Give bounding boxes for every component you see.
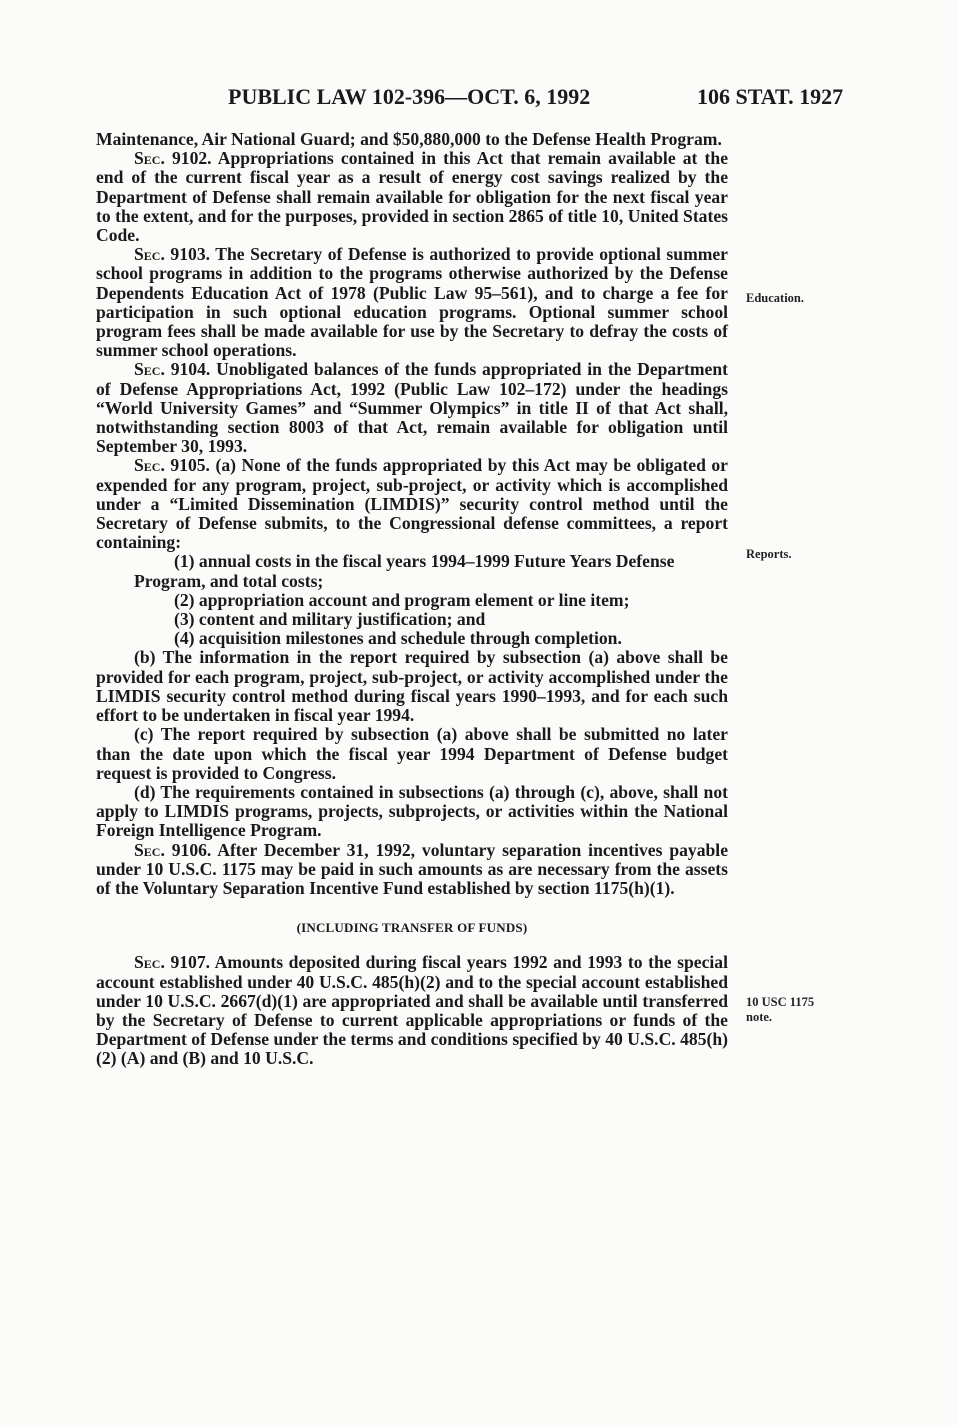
section-label: Sec. 9105. [134,455,210,476]
transfer-of-funds-heading: (INCLUDING TRANSFER OF FUNDS) [296,920,528,936]
section-9105 [96,456,728,552]
body-text-column [96,130,728,1069]
subsection-b: (b) The information in the report required by subsection (a) above shall be provided for each program, project, sub-project, or activity accomplished under the LIMDIS security control method during fiscal years 1990–1993, and for each such effort to be undertaken in fiscal year 1994. [96,647,728,726]
list-item-1: (1) annual costs in the fiscal years 1994–1999 Future Years Defense Program, and total costs; [134,551,675,591]
section-text: Unobligated balances of the funds appropriated in the Department of Defense Appropriations Act, 1992 (Public Law 102–172) under the headings “World University Games” and “Summer Olympics” in title II of that Act shall, notwithstanding section 8003 of that Act, remain available for obligation until September 30, 1993. [96,359,728,457]
subsection-d: (d) The requirements contained in subsections (a) through (c), above, shall not apply to LIMDIS programs, projects, subprojects, or activities within the National Foreign Intelligence Program. [96,781,728,841]
running-header-title: PUBLIC LAW 102-396—OCT. 6, 1992 [228,84,591,109]
section-label: Sec. 9106. [134,839,212,860]
section-text: Appropriations contained in this Act that remain available at the end of the current fiscal year as a result of energy cost savings realized by the Department of Defense shall remain available for obligation for the next fiscal year to the extent, and for the purposes, provided in section 2865 of title 10, United States Code. [96,148,728,246]
section-label: Sec. 9104. [134,359,211,380]
section-9107 [96,953,728,1068]
margin-note-reports: Reports. [746,547,792,561]
section-label: Sec. 9103. [134,244,211,265]
section-9103 [96,245,728,360]
margin-note-education: Education. [746,291,805,305]
section-text: After December 31, 1992, voluntary separation incentives payable under 10 U.S.C. 1175 may be paid in such amounts as are necessary from the assets of the Voluntary Separation Incentive Fund established by section 1175(h)(1). [96,839,728,898]
section-label: Sec. 9107. [134,952,211,973]
section-9102 [96,149,728,245]
subsection-c: (c) The report required by subsection (a) above shall be submitted no later than the date upon which the fiscal year 1994 Department of Defense budget request is provided to Congress. [96,724,728,783]
section-text: The Secretary of Defense is authorized to provide optional summer school programs in addition to the programs otherwise authorized by the Defense Dependents Education Act of 1978 (Public Law 95–561), and to charge a fee for participation in such optional education programs. Optional summer school program fees shall be made available for use by the Secretary to defray the costs of summer school operations. [96,244,728,361]
list-item-4: (4) acquisition milestones and schedule through completion. [174,628,622,649]
section-text: (a) None of the funds appropriated by this Act may be obligated or expended for any program, project, sub-project, or activity which is accomplished under a “Limited Dissemination (LIMDIS)” security control method until the Secretary of Defense submits, to the Congressional defense committees, a report containing: [96,455,728,553]
section-text: Amounts deposited during fiscal years 1992 and 1993 to the special account established under 40 U.S.C. 485(h)(2) and to the special account established under 10 U.S.C. 2667(d)(1) are appropriated and shall be available until transferred by the Secretary of Defense to current applicable appropriations or funds of the Department of Defense under the terms and conditions specified by 40 U.S.C. 485(h)(2) (A) and (B) and 10 U.S.C. [96,952,728,1069]
section-9106 [96,841,728,899]
margin-note-usc-citation [746,995,814,1025]
list-item-2: (2) appropriation account and program element or line item; [174,589,630,610]
margin-note-usc-line1: 10 USC 1175 [746,995,815,1009]
margin-note-usc-line2: note. [746,1010,773,1024]
list-item-3: (3) content and military justification; and [174,609,486,630]
section-label: Sec. 9102. [134,148,212,169]
paragraph-continuation: Maintenance, Air National Guard; and $50,880,000 to the Defense Health Program. [96,129,722,149]
section-9104 [96,360,728,456]
page-number-stat: 106 STAT. 1927 [697,84,844,109]
